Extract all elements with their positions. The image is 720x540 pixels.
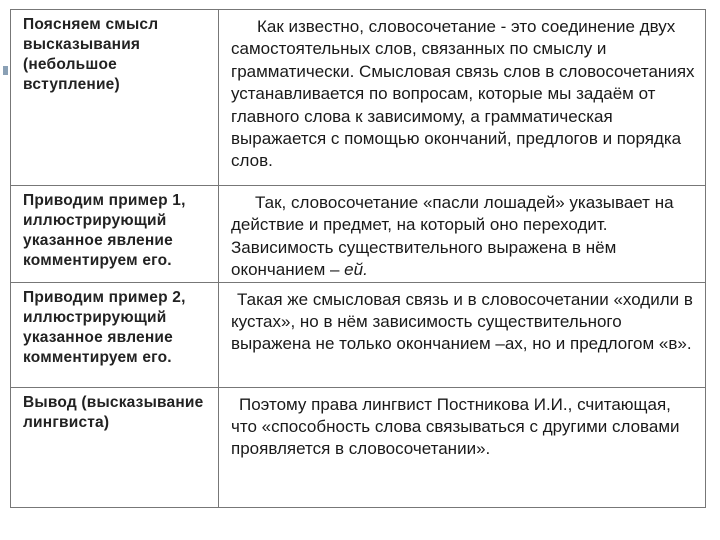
table-row — [11, 10, 706, 186]
row-3-left-cell: Приводим пример 2, иллюстрирующий указанное явление комментируем его. — [11, 282, 219, 387]
table-row — [11, 282, 706, 387]
row-4-left-cell: Вывод (высказывание лингвиста) — [11, 387, 219, 507]
row-1-left-cell: Поясняем смысл высказывания (небольшое вступление) — [11, 10, 219, 186]
side-marker — [3, 66, 8, 75]
row-1-right-cell — [219, 10, 706, 186]
row-2-left-cell: Приводим пример 1, иллюстрирующий указанное явление комментируем его. — [11, 186, 219, 283]
table-row — [11, 186, 706, 283]
row-1-right-text: Как известно, словосочетание - это соединение двух самостоятельных слов, связанных по смыслу и грамматически. Смысловая связь слов в словосочетаниях устанавливается по вопросам, которые мы задаём от главного слова к зависимому, а грамматическая выражается с помощью окончаний, предлогов и порядка слов. — [231, 17, 695, 171]
row-4-right-text: Поэтому права лингвист Постникова И.И., считающая, что «способность слова связываться с другими словами проявляется в словосочетании». — [231, 394, 680, 459]
row-2-right-text: Так, словосочетание «пасли лошадей» указывает на действие и предмет, на который оно переходит. Зависимость существительного выражена в нём окончанием – — [231, 193, 674, 280]
row-3-right-text: Такая же смысловая связь и в словосочетании «ходили в кустах», но в нём зависимость существительного выражена не только окончанием –ах, но и предлогом «в». — [231, 289, 693, 354]
row-2-right-cell — [219, 186, 706, 283]
row-4-right-cell — [219, 387, 706, 507]
row-2-right-emphasis: ей. — [344, 260, 368, 280]
table-row — [11, 387, 706, 507]
essay-plan-table — [10, 9, 706, 508]
row-3-right-cell — [219, 282, 706, 387]
